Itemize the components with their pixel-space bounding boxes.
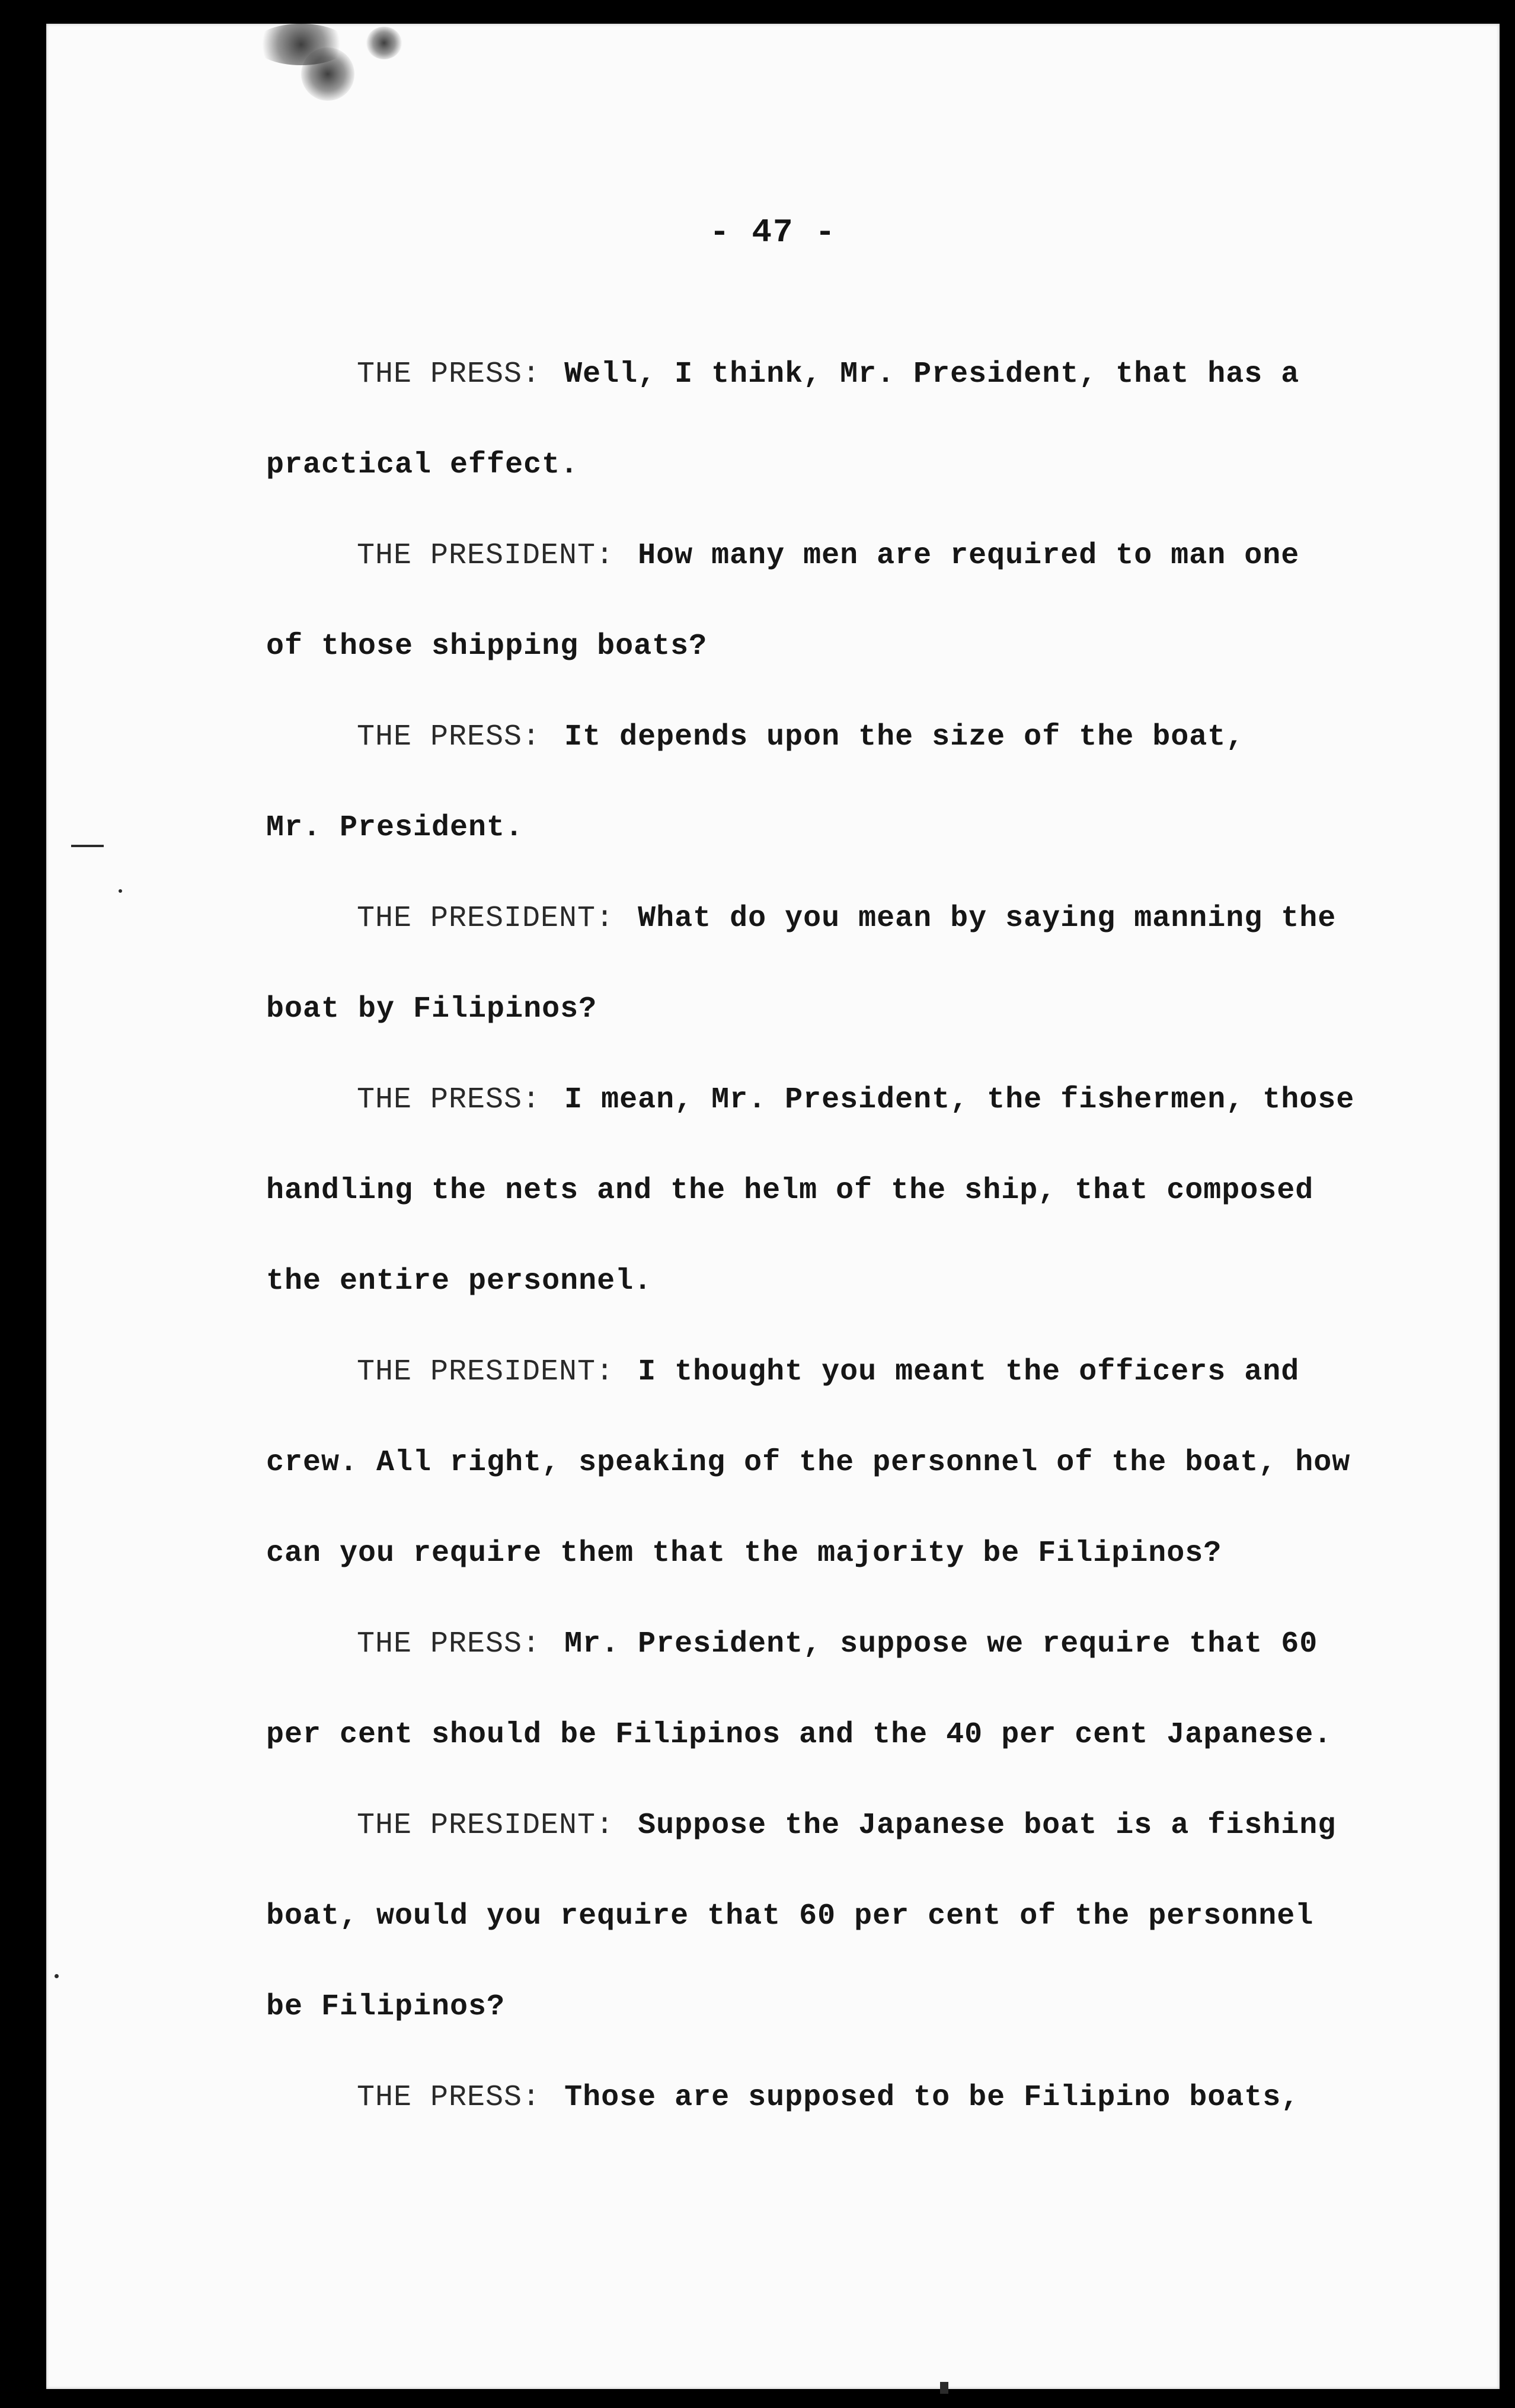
speaker-label: THE PRESS: (357, 1083, 541, 1117)
transcript-line (266, 799, 1410, 889)
line-text: I thought you meant the officers and (638, 1355, 1300, 1389)
transcript-line (266, 617, 1410, 708)
transcript-line (266, 1071, 1410, 1161)
line-text: What do you mean by saying manning the (638, 902, 1337, 935)
margin-mark (55, 1974, 59, 1978)
transcript-line (266, 708, 1410, 799)
ink-smudge (301, 47, 354, 101)
ink-smudge (366, 27, 402, 59)
speaker-label: THE PRESIDENT: (357, 902, 615, 935)
line-text: How many men are required to man one (638, 539, 1300, 573)
document-page (46, 24, 1500, 2389)
speaker-label: THE PRESS: (357, 1627, 541, 1661)
transcript-line (266, 1524, 1410, 1615)
speaker-label: THE PRESS: (357, 2081, 541, 2115)
line-text: the entire personnel. (266, 1264, 653, 1298)
transcript-line (266, 1615, 1410, 1706)
speaker-label: THE PRESIDENT: (357, 539, 615, 573)
transcript-line (266, 1343, 1410, 1433)
line-text: Suppose the Japanese boat is a fishing (638, 1809, 1337, 1842)
line-text: per cent should be Filipinos and the 40 per cent Japanese. (266, 1718, 1332, 1752)
margin-mark (940, 2382, 948, 2394)
speaker-label: THE PRESIDENT: (357, 1355, 615, 1389)
transcript-line (266, 889, 1410, 980)
line-text: of those shipping boats? (266, 630, 708, 663)
transcript-body (266, 345, 1410, 2159)
line-text: Those are supposed to be Filipino boats, (564, 2081, 1300, 2115)
line-text: Mr. President. (266, 811, 524, 845)
transcript-line (266, 1252, 1410, 1343)
transcript-line (266, 2068, 1410, 2159)
transcript-line (266, 1161, 1410, 1252)
line-text: practical effect. (266, 448, 579, 482)
line-text: can you require them that the majority be Filipinos? (266, 1537, 1222, 1570)
margin-mark (119, 889, 122, 893)
transcript-line (266, 1433, 1410, 1524)
transcript-line (266, 1978, 1410, 2068)
page-number: - 47 - (709, 213, 836, 251)
transcript-line (266, 980, 1410, 1071)
margin-mark (71, 845, 104, 847)
transcript-line (266, 1796, 1410, 1887)
line-text: Mr. President, suppose we require that 60 (564, 1627, 1318, 1661)
line-text: crew. All right, speaking of the personnel of the boat, how (266, 1446, 1351, 1480)
line-text: Well, I think, Mr. President, that has a (564, 357, 1300, 391)
transcript-line (266, 1887, 1410, 1978)
speaker-label: THE PRESS: (357, 357, 541, 391)
speaker-label: THE PRESIDENT: (357, 1809, 615, 1842)
transcript-line (266, 345, 1410, 436)
line-text: It depends upon the size of the boat, (564, 720, 1245, 754)
line-text: boat by Filipinos? (266, 992, 597, 1026)
line-text: handling the nets and the helm of the ship, that composed (266, 1174, 1314, 1208)
transcript-line (266, 1706, 1410, 1796)
transcript-line (266, 526, 1410, 617)
line-text: I mean, Mr. President, the fishermen, those (564, 1083, 1355, 1117)
transcript-line (266, 436, 1410, 526)
line-text: boat, would you require that 60 per cent of the personnel (266, 1899, 1314, 1933)
line-text: be Filipinos? (266, 1990, 506, 2024)
speaker-label: THE PRESS: (357, 720, 541, 754)
